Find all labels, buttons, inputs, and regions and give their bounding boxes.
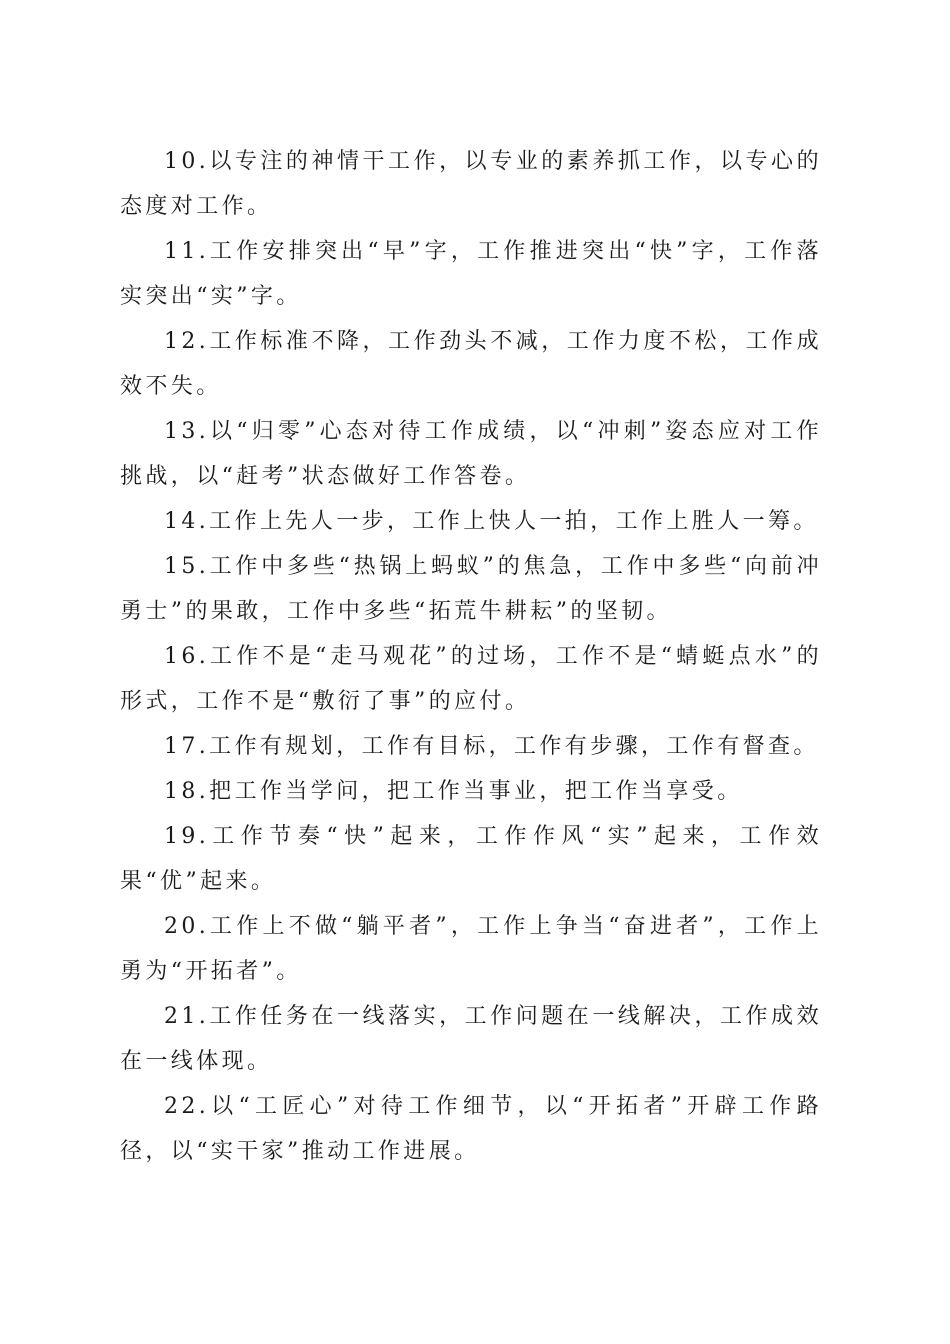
paragraph-10: 10.以专注的神情干工作，以专业的素养抓工作，以专心的态度对工作。 [120,149,822,219]
paragraph-18: 18.把工作当学问，把工作当事业，把工作当享受。 [164,779,743,804]
paragraph-14: 14.工作上先人一步，工作上快人一拍，工作上胜人一筹。 [164,509,819,534]
paragraph-17: 17.工作有规划，工作有目标，工作有步骤，工作有督查。 [164,734,819,759]
paragraph-11: 11.工作安排突出“早”字，工作推进突出“快”字，工作落实突出“实”字。 [120,239,822,309]
document-body [120,139,822,1174]
paragraph-12: 12.工作标准不降，工作劲头不减，工作力度不松，工作成效不失。 [120,329,822,399]
paragraph-21: 21.工作任务在一线落实，工作问题在一线解决，工作成效在一线体现。 [120,1004,822,1074]
paragraph-16: 16.工作不是“走马观花”的过场，工作不是“蜻蜓点水”的形式，工作不是“敷衍了事”的应付。 [120,644,822,714]
paragraph-13: 13.以“归零”心态对待工作成绩，以“冲刺”姿态应对工作挑战，以“赶考”状态做好工作答卷。 [120,419,822,489]
paragraph-15: 15.工作中多些“热锅上蚂蚁”的焦急，工作中多些“向前冲勇士”的果敢，工作中多些“拓荒牛耕耘”的坚韧。 [120,554,822,624]
paragraph-19: 19.工作节奏“快”起来，工作作风“实”起来，工作效果“优”起来。 [120,824,822,894]
paragraph-20: 20.工作上不做“躺平者”，工作上争当“奋进者”，工作上勇为“开拓者”。 [120,914,822,984]
paragraph-22: 22.以“工匠心”对待工作细节，以“开拓者”开辟工作路径，以“实干家”推动工作进展。 [120,1094,822,1164]
